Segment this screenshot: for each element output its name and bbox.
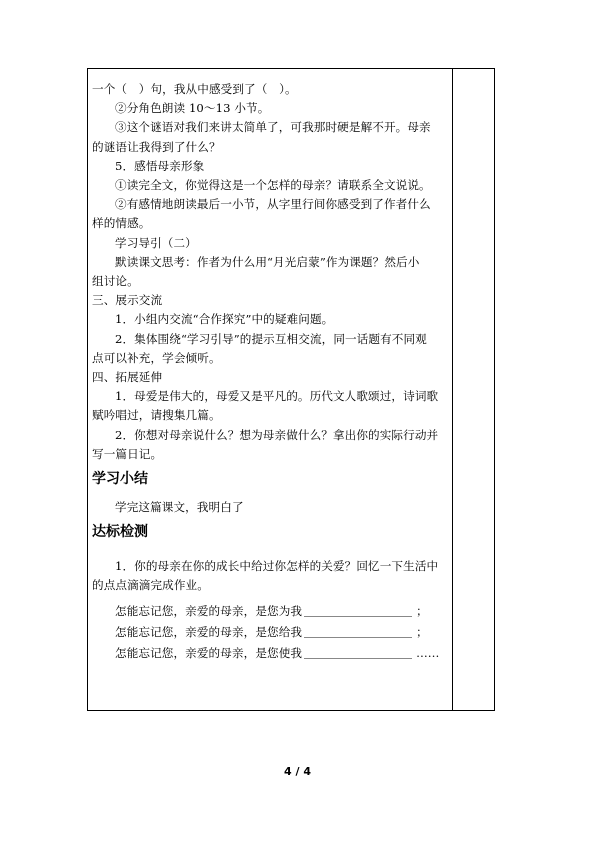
text-line: 样的情感。 xyxy=(92,216,151,231)
column-divider xyxy=(452,69,453,710)
page-number: 4 / 4 xyxy=(284,765,311,778)
text-line: 写一篇日记。 xyxy=(92,446,163,461)
section-title: 三、展示交流 xyxy=(92,293,163,308)
fill-suffix: ； xyxy=(416,624,428,639)
text-line: 2．集体围绕“学习引导”的提示互相交流，同一话题有不同观 xyxy=(115,331,427,346)
text-line: 组讨论。 xyxy=(92,274,139,289)
text-line: 学习导引（二） xyxy=(115,235,197,250)
question-line: 的点点滴滴完成作业。 xyxy=(92,578,209,593)
text-line: ③这个谜语对我们来讲太简单了，可我那时硬是解不开。母亲 xyxy=(115,120,431,135)
question-line: 1．你的母亲在你的成长中给过你怎样的关爱？回忆一下生活中 xyxy=(115,559,439,574)
answer-blank-3[interactable] xyxy=(304,645,412,659)
text-line: 1．小组内交流“合作探究”中的疑难问题。 xyxy=(115,312,334,327)
text-line: 2．你想对母亲说什么？想为母亲做什么？拿出你的实际行动并 xyxy=(115,427,439,442)
fill-prefix: 怎能忘记您，亲爱的母亲，是您给我 xyxy=(115,624,303,639)
fill-suffix: …… xyxy=(416,646,440,661)
section-title: 四、拓展延伸 xyxy=(92,370,163,385)
summary-text: 学完这篇课文，我明白了 xyxy=(115,500,244,515)
fill-suffix: ； xyxy=(416,603,428,618)
main-cell xyxy=(88,69,452,710)
fill-in-line-2 xyxy=(92,623,446,642)
text-line: 一个（ ）句，我从中感受到了（ ）。 xyxy=(92,82,297,96)
answer-blank-1[interactable] xyxy=(304,603,412,617)
summary-heading: 学习小结 xyxy=(92,471,148,488)
text-line: ②有感情地朗读最后一小节，从字里行间你感受到了作者什么 xyxy=(115,197,431,212)
text-line: 1．母爱是伟大的，母爱又是平凡的。历代文人歌颂过，诗词歌 xyxy=(115,389,439,404)
answer-blank-2[interactable] xyxy=(304,624,412,638)
text-line: 赋吟唱过，请搜集几篇。 xyxy=(92,408,221,423)
text-line: 5．感悟母亲形象 xyxy=(115,158,205,173)
text-line: 点可以补充，学会倾听。 xyxy=(92,350,221,365)
fill-prefix: 怎能忘记您，亲爱的母亲，是您为我 xyxy=(115,603,303,618)
text-line: 的谜语让我得到了什么？ xyxy=(92,139,221,154)
text-line: ①读完全文，你觉得这是一个怎样的母亲？请联系全文说说。 xyxy=(115,178,431,193)
text-line: ②分角色朗读 10～13 小节。 xyxy=(115,101,270,116)
fill-in-line-3 xyxy=(92,644,446,663)
fill-prefix: 怎能忘记您，亲爱的母亲，是您使我 xyxy=(115,646,303,661)
fill-in-line-1 xyxy=(92,602,446,621)
text-line: 默读课文思考：作者为什么用“月光启蒙”作为课题？然后小 xyxy=(115,254,420,269)
lesson-table xyxy=(87,68,495,711)
test-heading: 达标检测 xyxy=(92,524,148,541)
